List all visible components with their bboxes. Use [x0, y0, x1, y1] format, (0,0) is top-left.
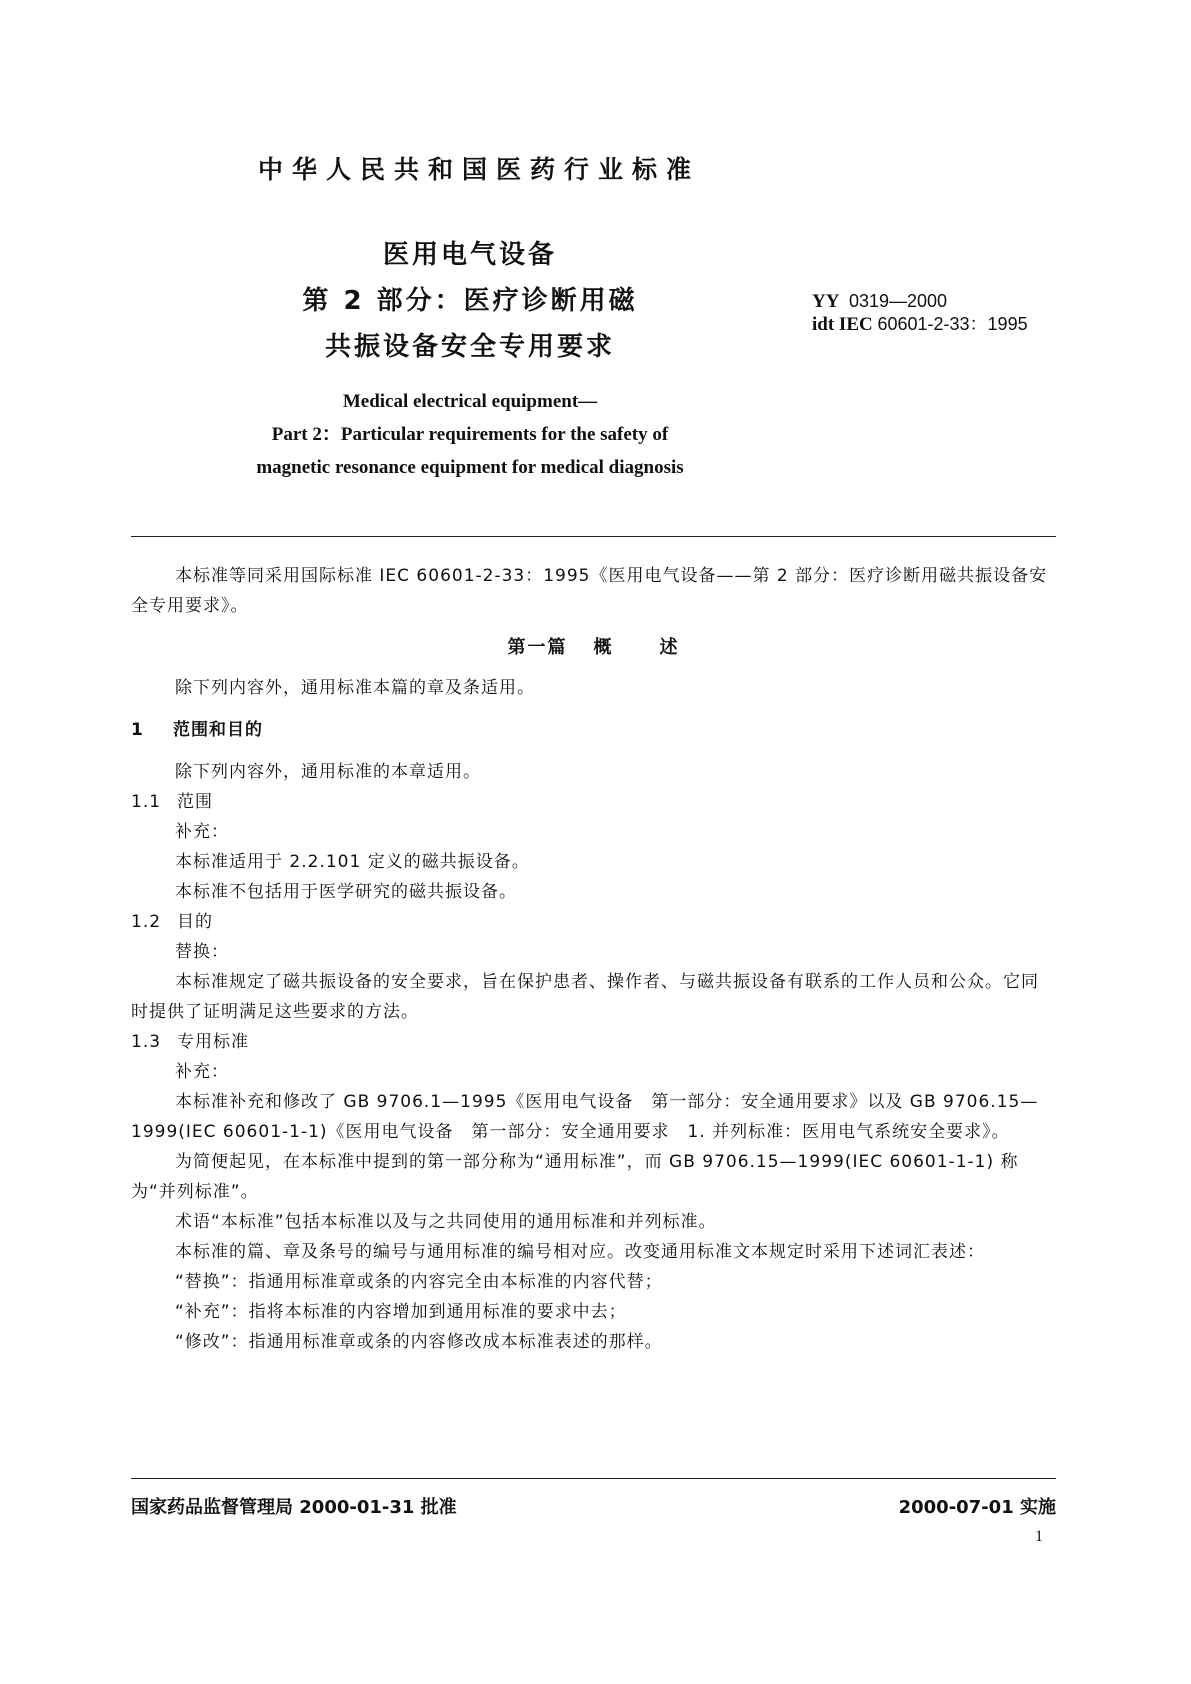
section-heading: 第一篇 概述 — [507, 637, 680, 658]
clause-1-3-paragraph-5: “替换”：指通用标准章或条的内容完全由本标准的内容代替； — [175, 1272, 663, 1292]
chinese-title-line-1: 医用电气设备 — [382, 240, 557, 270]
clause-1-heading: 1 范围和目的 — [131, 720, 263, 740]
document-body — [131, 561, 1056, 1357]
page-number: 1 — [1035, 1528, 1043, 1545]
chinese-title-line-3: 共振设备安全专用要求 — [324, 332, 615, 362]
chinese-title-line-2: 第 2 部分：医疗诊断用磁 — [302, 286, 638, 316]
clause-1-3-paragraph-2: 为简便起见，在本标准中提到的第一部分称为“通用标准”，而 GB 9706.15—1999(IEC 60601-1-1) 称为“并列标准”。 — [131, 1152, 1019, 1202]
clause-1-3-label: 补充： — [175, 1062, 229, 1082]
clause-1-3-paragraph-7: “修改”：指通用标准章或条的内容修改成本标准表述的那样。 — [175, 1332, 663, 1352]
issuing-category-title: 中华人民共和国医药行业标准 — [258, 155, 701, 184]
idt-code: 60601-2-33：1995 — [877, 314, 1028, 334]
english-title — [180, 385, 760, 484]
approval-statement: 国家药品监督管理局 2000-01-31 批准 — [131, 1497, 457, 1518]
english-title-line-3: magnetic resonance equipment for medical diagnosis — [256, 457, 684, 478]
idt-prefix: idt IEC — [812, 314, 873, 335]
clause-1-3-paragraph-6: “补充”：指将本标准的内容增加到通用标准的要求中去； — [175, 1302, 627, 1322]
clause-1-2-paragraph-1: 本标准规定了磁共振设备的安全要求，旨在保护患者、操作者、与磁共振设备有联系的工作人员和公众。它同时提供了证明满足这些要求的方法。 — [131, 972, 1039, 1022]
clause-1-1-paragraph-1: 本标准适用于 2.2.101 定义的磁共振设备。 — [175, 852, 530, 872]
clause-1-3-paragraph-3: 术语“本标准”包括本标准以及与之共同使用的通用标准和并列标准。 — [175, 1212, 717, 1232]
effective-date: 2000-07-01 实施 — [898, 1497, 1056, 1518]
clause-1-note: 除下列内容外，通用标准的本章适用。 — [175, 762, 481, 782]
english-title-line-1: Medical electrical equipment— — [342, 391, 598, 412]
section-note: 除下列内容外，通用标准本篇的章及条适用。 — [175, 678, 535, 698]
english-title-line-2: Part 2：Particular requirements for the safety of — [271, 424, 669, 445]
clause-1-1-label: 补充： — [175, 822, 229, 842]
chinese-title — [300, 232, 640, 370]
clause-1-2-heading: 1.2 目的 — [131, 912, 213, 932]
standard-number — [812, 290, 1028, 336]
clause-1-3-paragraph-1: 本标准补充和修改了 GB 9706.1—1995《医用电气设备 第一部分：安全通用要求》以及 GB 9706.15—1999(IEC 60601-1-1)《医用电气设备 第一部分：安全通用要求 1. 并列标准：医用电气系统安全要求》。 — [131, 1092, 1039, 1142]
clause-1-3-heading: 1.3 专用标准 — [131, 1032, 249, 1052]
clause-1-3-paragraph-4: 本标准的篇、章及条号的编号与通用标准的编号相对应。改变通用标准文本规定时采用下述词汇表述： — [175, 1242, 985, 1262]
standard-prefix: YY — [812, 291, 840, 312]
clause-1-1-paragraph-2: 本标准不包括用于医学研究的磁共振设备。 — [175, 882, 517, 902]
clause-1-2-label: 替换： — [175, 942, 229, 962]
top-divider — [131, 536, 1056, 537]
bottom-divider — [131, 1478, 1056, 1479]
clause-1-1-heading: 1.1 范围 — [131, 792, 213, 812]
standard-code: 0319—2000 — [848, 291, 948, 311]
intro-paragraph: 本标准等同采用国际标准 IEC 60601-2-33：1995《医用电气设备——第 2 部分：医疗诊断用磁共振设备安全专用要求》。 — [131, 566, 1048, 616]
